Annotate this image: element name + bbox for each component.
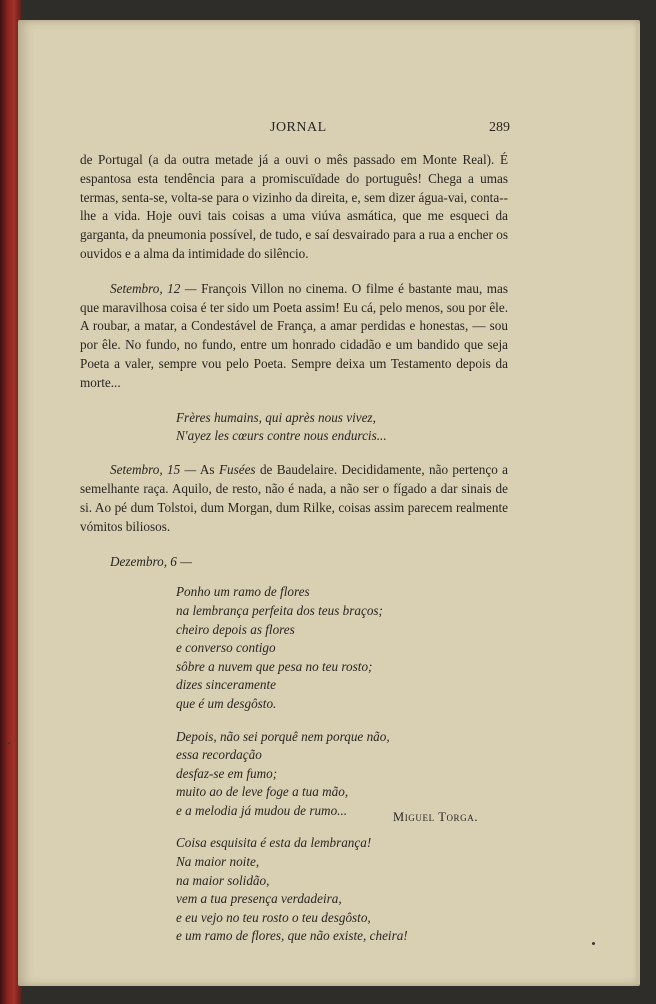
poem-line: Depois, não sei porquê nem porque não, bbox=[176, 728, 390, 744]
entry-setembro-12 bbox=[80, 280, 508, 393]
book-title: Fusées bbox=[218, 462, 256, 478]
entry-date: Setembro, 12 — bbox=[110, 280, 197, 296]
entry-date: Setembro, 15 — bbox=[110, 462, 197, 478]
running-head: JORNAL bbox=[270, 120, 327, 135]
paper-speck bbox=[8, 742, 10, 744]
poem-line: na lembrança perfeita dos teus braços; bbox=[176, 602, 383, 618]
poem-line: muito ao de leve foge a tua mão, bbox=[176, 784, 349, 800]
poem-line: e converso contigo bbox=[176, 640, 276, 656]
poem-line: na maior solidão, bbox=[176, 872, 270, 888]
page-edge bbox=[636, 24, 640, 984]
page-header bbox=[80, 120, 510, 138]
poem-line: que é um desgôsto. bbox=[176, 695, 277, 711]
page-number: 289 bbox=[489, 120, 510, 135]
entry-text: François Villon no cinema. O filme é bastante mau, mas que maravilhosa coisa é ter sido um Poeta assim! Eu cá, pelo menos, sou por êle. A roubar, a matar, a Condestável de França, a amar perdidas e honestas, — sou por êle. No fundo, no fundo, entre um honrado cidadão e um bandido que seja Poeta a valer, sempre vou pelo Poeta. Sempre deixa um Testamento depois da morte... bbox=[80, 280, 509, 390]
entry-setembro-15 bbox=[80, 461, 508, 536]
poem-line: Na maior noite, bbox=[176, 854, 260, 870]
poem-line: e a melodia já mudou de rumo... bbox=[176, 802, 348, 818]
entry-text: de Baudelaire. Decididamente, não pertenço a semelhante raça. Aquilo, de resto, não é nada, a não ser o fígado a dar sinais de si. Ao pé dum Tolstoi, dum Morgan, dum Rilke, coisas assim parecem realmente vómitos biliosos. bbox=[80, 462, 509, 534]
poem-line: cheiro depois as flores bbox=[176, 621, 295, 637]
poem-line: Ponho um ramo de flores bbox=[176, 584, 310, 600]
poem-line: essa recordação bbox=[176, 747, 262, 763]
entry-text: As bbox=[199, 462, 215, 478]
page-body bbox=[80, 151, 508, 946]
poem-line: desfaz-se em fumo; bbox=[176, 765, 278, 781]
poem-line: Coisa esquisita é esta da lembrança! bbox=[176, 835, 372, 851]
poem-line: e um ramo de flores, que não existe, cheira! bbox=[176, 928, 408, 944]
villon-quote-line: Frères humains, qui après nous vivez, bbox=[176, 409, 376, 425]
villon-quote-line: N'ayez les cœurs contre nous endurcis... bbox=[176, 427, 387, 443]
author-signature: Miguel Torga. bbox=[393, 810, 479, 824]
poem-line: sôbre a nuvem que pesa no teu rosto; bbox=[176, 658, 373, 674]
paper-speck bbox=[592, 942, 595, 945]
poem-line: e eu vejo no teu rosto o teu desgôsto, bbox=[176, 909, 371, 925]
paragraph-continuation: de Portugal (a da outra metade já a ouvi o mês passado em Monte Real). É espantosa esta tendência para a promiscuïdade do português! Chega a umas termas, senta-se, volta-se para o vizinho da direita, e, sem dizer água-vai, conta--lhe a vida. Hoje ouvi tais coisas a uma viúva asmática, que me esqueci da garganta, da pneumonia possível, de tudo, e saí desvairado para a rua a encher os ouvidos e a alma da intimidade do silêncio. bbox=[80, 152, 508, 261]
entry-dezembro-6-date: Dezembro, 6 — bbox=[110, 553, 192, 569]
poem bbox=[80, 583, 508, 946]
poem-line: dizes sinceramente bbox=[176, 677, 276, 693]
poem-line: vem a tua presença verdadeira, bbox=[176, 891, 342, 907]
